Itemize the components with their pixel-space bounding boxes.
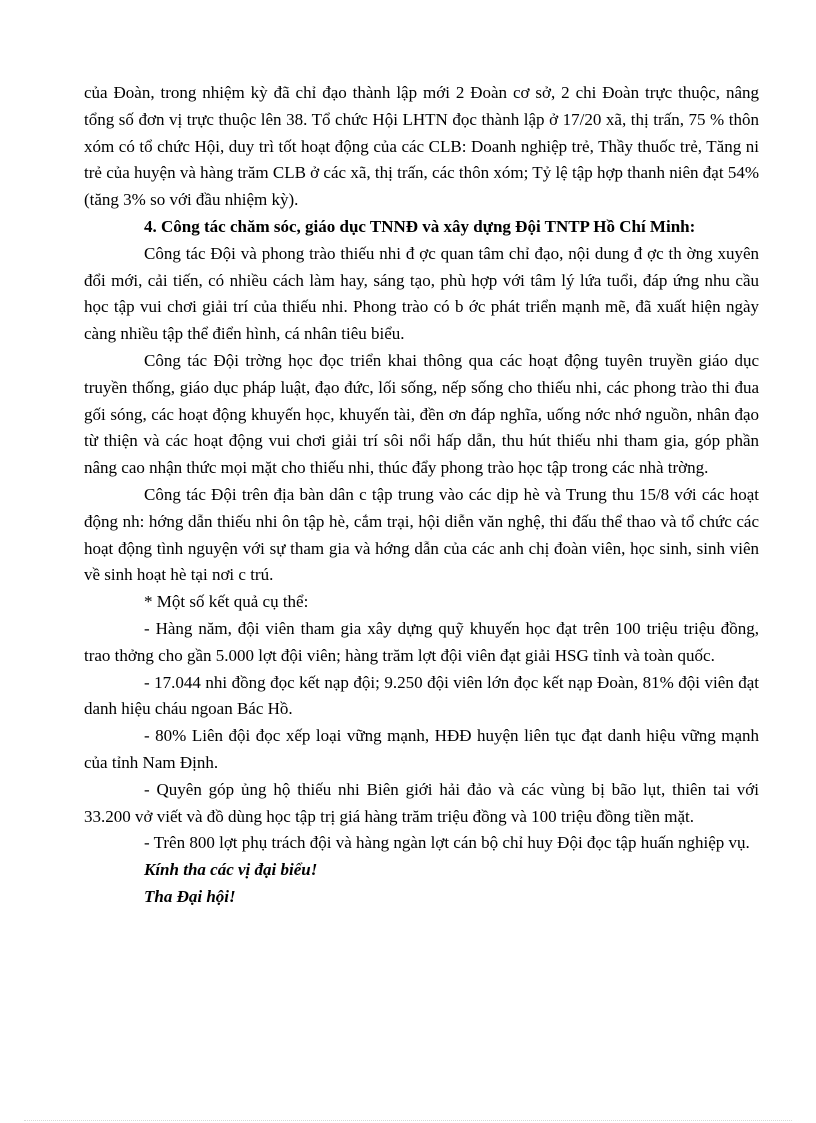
paragraph-doi-overview: Công tác Đội và phong trào thiếu nhi đ ợc quan tâm chỉ đạo, nội dung đ ợc th ờng xuyên đổi mới, cải tiến, có nhiều cách làm hay, sáng tạo, phù hợp với tâm lý lứa tuổi, đáp ứng nhu cầu học tập vui chơi giải trí của thiếu nhi. Phong trào có b ớc phát triển mạnh mẽ, đã xuất hiện ngày càng nhiều tập thể điển hình, cá nhân tiêu biểu.	[84, 243, 759, 344]
page-bottom-border	[24, 1120, 792, 1121]
results-intro: * Một số kết quả cụ thể:	[144, 592, 309, 612]
section-heading: 4. Công tác chăm sóc, giáo dục TNNĐ và xây dựng Đội TNTP Hồ Chí Minh:	[144, 216, 696, 236]
document-page	[84, 80, 759, 911]
result-item-ranking: - 80% Liên đội đọc xếp loại vững mạnh, HĐĐ huyện liên tục đạt danh hiệu vững mạnh của tỉnh Nam Định.	[84, 726, 759, 772]
paragraph-school-activities: Công tác Đội trờng học đọc triển khai thông qua các hoạt động tuyên truyền giáo dục truyền thống, giáo dục pháp luật, đạo đức, lối sống, nếp sống cho thiếu nhi, các phong trào thi đua gối sóng, các hoạt động khuyến học, khuyến tài, đền ơn đáp nghĩa, uống nớc nhớ nguồn, nhân đạo từ thiện và các hoạt động vui chơi giải trí sôi nổi hấp dẫn, thu hút thiếu nhi tham gia, góp phần nâng cao nhận thức mọi mặt cho thiếu nhi, thúc đẩy phong trào học tập trong các nhà trờng.	[84, 350, 759, 478]
result-item-donation: - Quyên góp ủng hộ thiếu nhi Biên giới hải đảo và các vùng bị bão lụt, thiên tai với 33.200 vở viết và đồ dùng học tập trị giá hàng trăm triệu đồng và 100 triệu đồng tiền mặt.	[84, 779, 759, 826]
result-item-scholarship: - Hàng năm, đội viên tham gia xây dựng quỹ khuyến học đạt trên 100 triệu triệu đồng, trao thởng cho gần 5.000 lợt đội viên; hàng trăm lợt đội viên đạt giải HSG tỉnh và toàn quốc.	[84, 618, 759, 665]
closing-greeting: Kính tha các vị đại biểu!	[144, 860, 318, 880]
result-item-admission: - 17.044 nhi đồng đọc kết nạp đội; 9.250 đội viên lớn đọc kết nạp Đoàn, 81% đội viên đạt danh hiệu cháu ngoan Bác Hồ.	[84, 672, 759, 719]
result-item-training: - Trên 800 lợt phụ trách đội và hàng ngàn lợt cán bộ chỉ huy Đội đọc tập huấn nghiệp vụ.	[144, 833, 750, 853]
closing-congress: Tha Đại hội!	[144, 886, 236, 906]
paragraph-community-activities: Công tác Đội trên địa bàn dân c tập trung vào các dịp hè và Trung thu 15/8 với các hoạt động nh: hớng dẫn thiếu nhi ôn tập hè, cắm trại, hội diễn văn nghệ, thi đấu thể thao và tổ chức các hoạt động tình nguyện với sự tham gia và hớng dẫn của các anh chị đoàn viên, học sinh, sinh viên về sinh hoạt hè tại nơi c trú.	[84, 484, 759, 585]
intro-paragraph: của Đoàn, trong nhiệm kỳ đã chỉ đạo thành lập mới 2 Đoàn cơ sở, 2 chi Đoàn trực thuộc, nâng tổng số đơn vị trực thuộc lên 38. Tổ chức Hội LHTN đọc thành lập ở 17/20 xã, thị trấn, 75 % thôn xóm có tổ chức Hội, duy trì tốt hoạt động của các CLB: Doanh nghiệp trẻ, Thầy thuốc trẻ, Tăng ni trẻ của huyện và hàng trăm CLB ở các xã, thị trấn, các thôn xóm; Tỷ lệ tập hợp thanh niên đạt 54% (tăng 3% so với đầu nhiệm kỳ).	[84, 83, 759, 210]
